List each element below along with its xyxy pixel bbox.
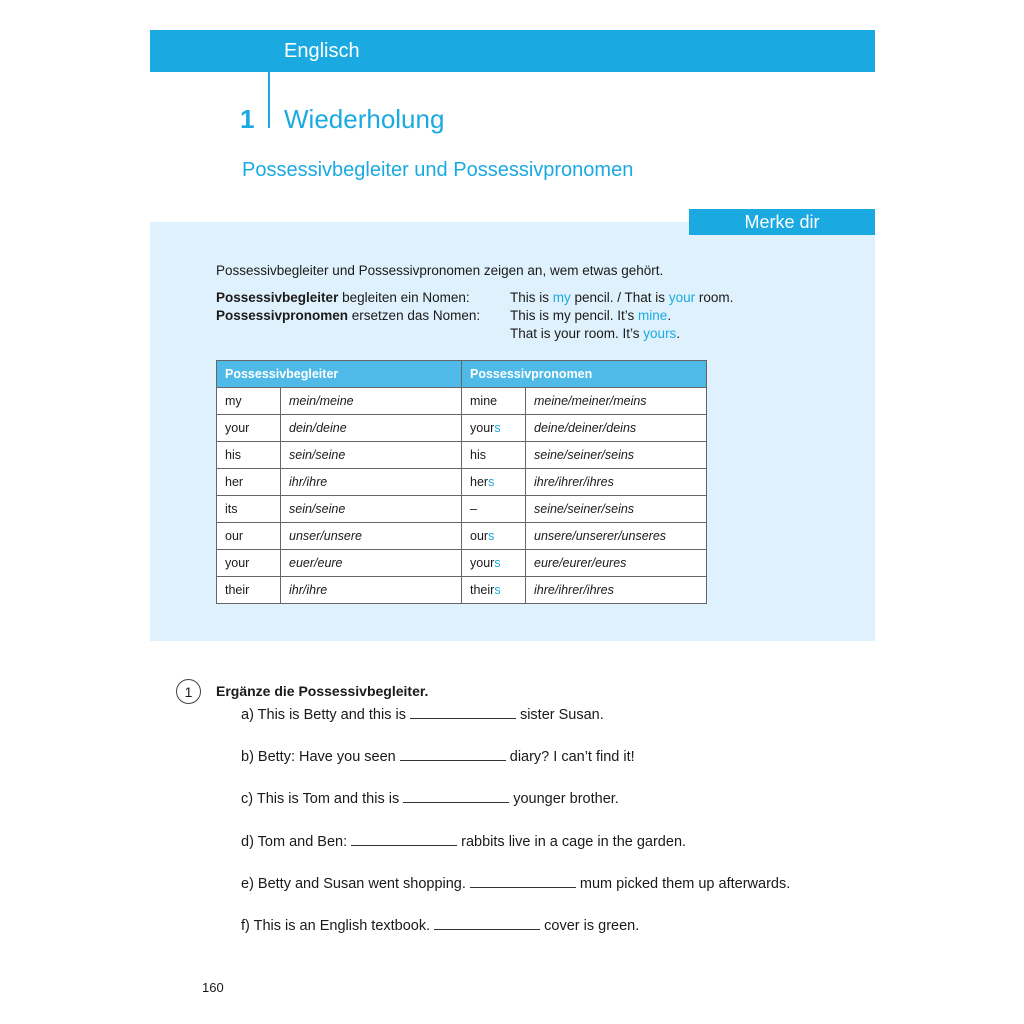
german-pronomen: eure/eurer/eures	[526, 550, 707, 577]
answer-blank[interactable]	[403, 788, 509, 803]
page-number: 160	[202, 980, 224, 995]
answer-blank[interactable]	[410, 704, 516, 719]
english-begleiter: their	[217, 577, 281, 604]
table-header-begleiter: Possessivbegleiter	[217, 361, 462, 388]
english-begleiter: his	[217, 442, 281, 469]
english-begleiter: your	[217, 550, 281, 577]
item-text-before: c) This is Tom and this is	[241, 791, 400, 808]
answer-blank[interactable]	[400, 746, 506, 761]
item-text-before: d) Tom and Ben:	[241, 833, 348, 850]
item-text-before: b) Betty: Have you seen	[241, 749, 396, 766]
exercise-item	[241, 788, 619, 807]
german-begleiter: sein/seine	[281, 442, 462, 469]
german-begleiter: ihr/ihre	[281, 469, 462, 496]
item-text-after: cover is green.	[544, 918, 640, 934]
english-pronomen: yours	[462, 415, 526, 442]
merke-intro: Possessivbegleiter und Possessivpronomen zeigen an, wem etwas gehört.	[216, 263, 664, 278]
german-begleiter: dein/deine	[281, 415, 462, 442]
english-pronomen: his	[462, 442, 526, 469]
english-begleiter: my	[217, 388, 281, 415]
german-begleiter: mein/meine	[281, 388, 462, 415]
english-begleiter: our	[217, 523, 281, 550]
exercise-item	[241, 915, 639, 934]
english-pronomen: ours	[462, 523, 526, 550]
english-begleiter: your	[217, 415, 281, 442]
german-pronomen: seine/seiner/seins	[526, 496, 707, 523]
definition-begleiter: Possessivbegleiter begleiten ein Nomen:	[216, 290, 470, 305]
header-divider	[268, 30, 270, 128]
example-line-1: This is my pencil. / That is your room.	[510, 290, 734, 305]
exercise-item	[241, 873, 790, 892]
item-text-after: rabbits live in a cage in the garden.	[461, 833, 687, 850]
example-line-2: This is my pencil. It’s mine.	[510, 308, 672, 323]
german-begleiter: sein/seine	[281, 496, 462, 523]
table-row	[217, 388, 707, 415]
exercise-item	[241, 746, 635, 765]
english-pronomen: –	[462, 496, 526, 523]
section-title: Possessivbegleiter und Possessivpronomen	[242, 159, 634, 181]
answer-blank[interactable]	[470, 873, 576, 888]
item-text-after: younger brother.	[513, 791, 619, 808]
german-begleiter: euer/eure	[281, 550, 462, 577]
item-text-before: f) This is an English textbook.	[241, 918, 431, 934]
german-pronomen: seine/seiner/seins	[526, 442, 707, 469]
german-pronomen: meine/meiner/meins	[526, 388, 707, 415]
german-begleiter: unser/unsere	[281, 523, 462, 550]
item-text-after: diary? I can’t find it!	[509, 749, 635, 766]
merke-tab: Merke dir	[689, 209, 875, 235]
table-row	[217, 469, 707, 496]
chapter-title: Wiederholung	[284, 104, 445, 134]
item-text-before: a) This is Betty and this is	[241, 707, 406, 723]
example-line-3: That is your room. It’s yours.	[510, 326, 681, 341]
german-pronomen: ihre/ihrer/ihres	[526, 577, 707, 604]
possessive-table	[216, 360, 707, 604]
english-begleiter: her	[217, 469, 281, 496]
english-begleiter: its	[217, 496, 281, 523]
english-pronomen: theirs	[462, 577, 526, 604]
header-bar	[150, 30, 875, 72]
english-pronomen: mine	[462, 388, 526, 415]
exercise-number: 1	[176, 679, 201, 704]
table-row	[217, 415, 707, 442]
table-row	[217, 550, 707, 577]
item-text-after: mum picked them up afterwards.	[579, 875, 791, 892]
table-row	[217, 577, 707, 604]
table-row	[217, 442, 707, 469]
table-row	[217, 496, 707, 523]
english-pronomen: hers	[462, 469, 526, 496]
exercise-item	[241, 704, 604, 723]
table-header-pronomen: Possessivpronomen	[462, 361, 707, 388]
chapter-number: 1	[240, 104, 255, 134]
item-text-after: sister Susan.	[519, 707, 604, 723]
answer-blank[interactable]	[351, 831, 457, 846]
subject-title: Englisch	[284, 40, 360, 62]
item-text-before: e) Betty and Susan went shopping.	[241, 875, 466, 892]
answer-blank[interactable]	[434, 915, 540, 930]
german-begleiter: ihr/ihre	[281, 577, 462, 604]
german-pronomen: deine/deiner/deins	[526, 415, 707, 442]
exercise-item	[241, 831, 686, 850]
table-header-row	[217, 361, 707, 388]
definition-pronomen: Possessivpronomen ersetzen das Nomen:	[216, 308, 481, 323]
exercise-title: Ergänze die Possessivbegleiter.	[216, 683, 429, 699]
english-pronomen: yours	[462, 550, 526, 577]
german-pronomen: ihre/ihrer/ihres	[526, 469, 707, 496]
german-pronomen: unsere/unserer/unseres	[526, 523, 707, 550]
table-row	[217, 523, 707, 550]
